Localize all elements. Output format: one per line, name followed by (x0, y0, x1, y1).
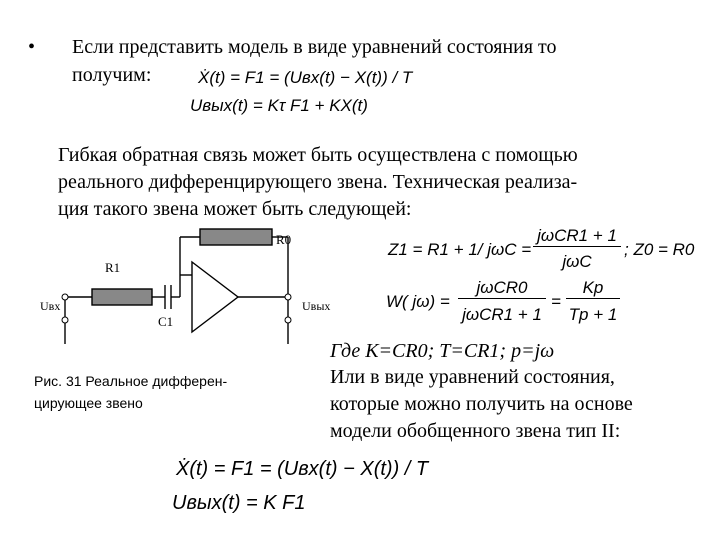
z1-numerator: jωCR1 + 1 (533, 226, 621, 247)
output-equation-2: Uвых(t) = K F1 (172, 492, 306, 514)
label-r0: R0 (276, 232, 292, 247)
circuit-diagram (20, 222, 350, 362)
label-r1: R1 (105, 260, 121, 275)
w-numerator-2: Kp (566, 278, 620, 299)
w-numerator-1: jωCR0 (458, 278, 546, 299)
paragraph-line-3: ция такого звена может быть следующей: (58, 198, 412, 220)
figure-caption-line-2: цирующее звено (34, 395, 143, 411)
intro-line-2: получим: (72, 64, 152, 86)
w-equals: = (551, 292, 561, 311)
w-denominator-2: Tp + 1 (568, 305, 618, 324)
z1-lhs: Z1 = R1 + 1/ jωC = (388, 240, 532, 259)
figure-caption-line-1: Рис. 31 Реальное дифферен- (34, 373, 228, 389)
right-text-line-2: Или в виде уравнений состояния, (330, 366, 615, 388)
bullet-mark: • (28, 36, 36, 58)
right-text-line-4: модели обобщенного звена тип II: (330, 420, 621, 442)
label-u-out: Uвых (302, 299, 331, 313)
w-lhs: W( jω) = (386, 292, 450, 311)
resistor-r1 (92, 289, 152, 305)
label-u-in: Uвх (40, 299, 61, 313)
output-equation-1: Uвых(t) = Kτ F1 + KX(t) (190, 96, 368, 115)
resistor-r0 (200, 229, 272, 245)
label-c1: C1 (158, 314, 174, 329)
right-text-line-3: которые можно получить на основе (330, 393, 633, 415)
paragraph-line-2: реального дифференцирующего звена. Техническая реализа- (58, 171, 578, 193)
z0-formula: ; Z0 = R0 (624, 240, 695, 259)
paragraph-line-1: Гибкая обратная связь может быть осуществлена с помощью (58, 144, 578, 166)
intro-line-1: Если представить модель в виде уравнений состояния то (72, 36, 557, 58)
state-equation-2: Ẋ(t) = F1 = (Uвх(t) − X(t)) / T (176, 458, 429, 480)
state-equation-1: Ẋ(t) = F1 = (Uвх(t) − X(t)) / T (198, 68, 413, 87)
z1-denominator: jωC (562, 252, 592, 271)
w-denominator-1: jωCR1 + 1 (462, 305, 542, 324)
definitions-line: Где К=CR0; T=CR1; p=jω (330, 340, 555, 362)
